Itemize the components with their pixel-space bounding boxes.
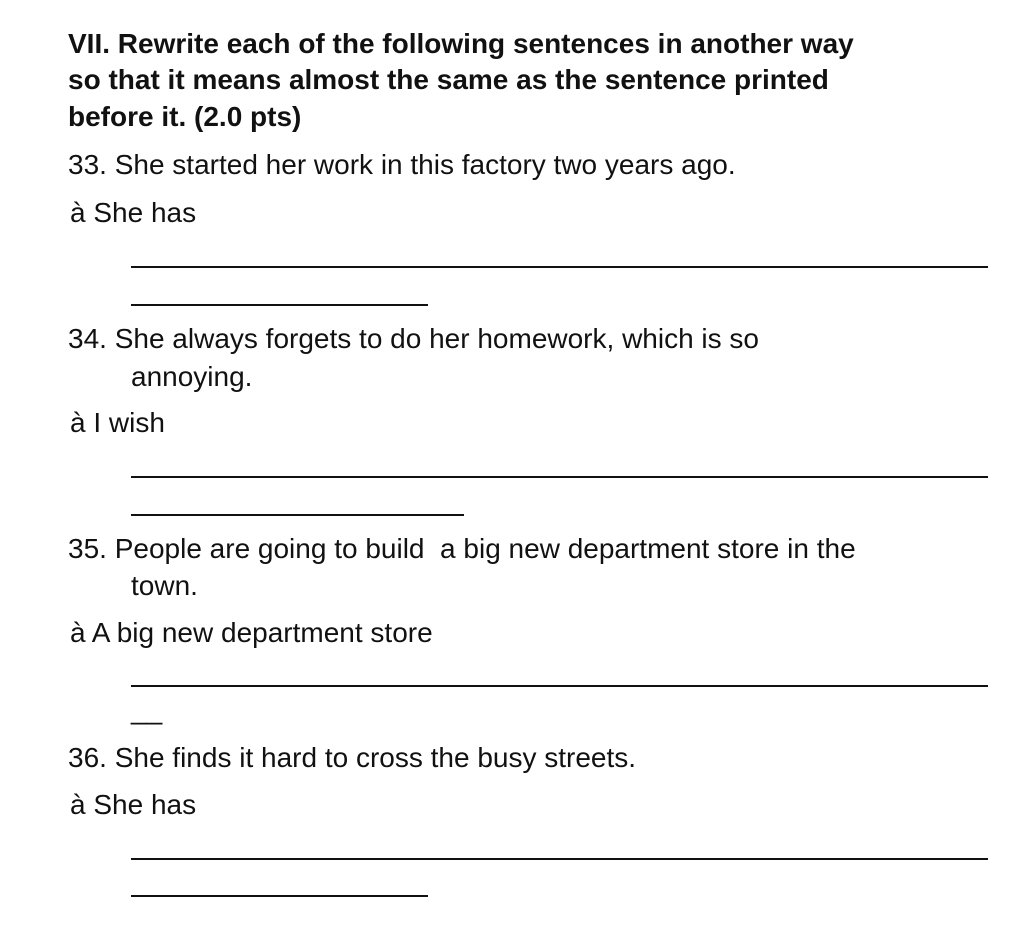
question-33-answer-prompt: à She has xyxy=(70,197,197,228)
answer-line xyxy=(131,685,988,687)
answer-line xyxy=(131,895,428,897)
answer-line xyxy=(131,266,988,268)
answer-line xyxy=(131,304,428,306)
question-34-answer-prompt: à I wish xyxy=(70,407,165,438)
question-35-text-continued: town. xyxy=(131,570,198,601)
answer-line xyxy=(131,514,464,516)
heading-line-1: VII. Rewrite each of the following sentences in another way xyxy=(68,28,854,59)
heading-line-3: before it. (2.0 pts) xyxy=(68,101,302,132)
question-34-text: 34. She always forgets to do her homework, which is so xyxy=(68,323,760,354)
answer-line xyxy=(131,858,988,860)
question-36-text: 36. She finds it hard to cross the busy streets. xyxy=(68,742,637,773)
question-36-answer-prompt: à She has xyxy=(70,789,197,820)
answer-line xyxy=(131,476,988,478)
heading-line-2: so that it means almost the same as the sentence printed xyxy=(68,64,829,95)
question-35-text: 35. People are going to build a big new department store in the xyxy=(68,533,856,564)
question-35-answer-continuation: __ xyxy=(131,694,163,725)
question-34-text-continued: annoying. xyxy=(131,361,253,392)
question-35-answer-prompt: à A big new department store xyxy=(70,617,433,648)
question-33-text: 33. She started her work in this factory two years ago. xyxy=(68,149,736,180)
